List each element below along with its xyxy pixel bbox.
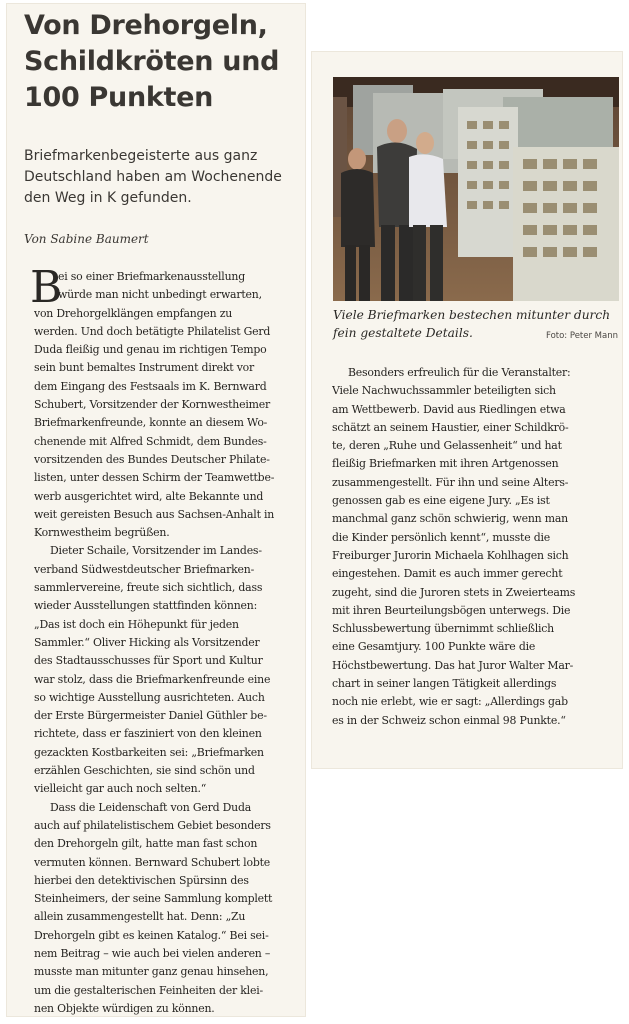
article-text-line: weit gereisten Besuch aus Sachsen-Anhalt in: [34, 507, 275, 521]
subheadline: [24, 146, 314, 209]
article-text-line: Drehorgeln gibt es keinen Katalog.“ Bei sei-: [34, 928, 269, 942]
article-text-line: den Drehorgeln gilt, hatte man fast schon: [34, 837, 258, 851]
article-text-line: eingestehen. Damit es auch immer gerecht: [332, 567, 563, 581]
article-text-line: manchmal ganz schön schwierig, wenn man: [332, 512, 568, 526]
article-text-line: würde man nicht unbedingt erwarten,: [58, 288, 262, 302]
article-text-line: dem Eingang des Festsaals im K. Bernward: [34, 379, 267, 393]
photo-credit: Foto: Peter Mann: [545, 331, 618, 341]
article-text-line: vermuten können. Bernward Schubert lobte: [34, 855, 271, 869]
article-text-line: sein bunt bemaltes Instrument direkt vor: [34, 361, 255, 375]
article-column-1: [34, 268, 306, 1018]
article-text-line: Steinheimers, der seine Sammlung komplett: [34, 892, 273, 906]
article-text-line: chart in seiner langen Tätigkeit allerdings: [332, 677, 557, 691]
article-text-line: richtete, dass er fasziniert von den kleinen: [34, 727, 262, 741]
article-text-line: eine Gesamtjury. 100 Punkte wäre die: [332, 640, 536, 654]
subheadline-line: den Weg in K gefunden.: [24, 190, 192, 206]
article-text-line: Viele Nachwuchssammler beteiligten sich: [332, 384, 556, 398]
subheadline-line: Briefmarkenbegeisterte aus ganz: [24, 148, 258, 164]
exhibition-photo: [333, 77, 619, 301]
article-text-line: Höchstbewertung. Das hat Juror Walter Mar-: [332, 658, 574, 672]
article-text-line: Briefmarkenfreunde, konnte an diesem Wo-: [34, 416, 268, 430]
article-text-line: es in der Schweiz schon einmal 98 Punkte.“: [332, 713, 566, 727]
caption-line: Viele Briefmarken bestechen mitunter durch: [333, 308, 611, 322]
article-text-line: wieder Ausstellungen stattfinden können:: [34, 599, 258, 613]
drop-cap: B: [30, 262, 63, 313]
article-text-line: Duda fleißig und genau im richtigen Tempo: [34, 343, 267, 357]
article-text-line: Schlussbewertung übernimmt schließlich: [332, 622, 554, 636]
article-text-line: werden. Und doch betätigte Philatelist Gerd: [34, 324, 271, 338]
article-text-line: sammlervereine, freute sich sichtlich, dass: [34, 581, 263, 595]
article-text-line: Dass die Leidenschaft von Gerd Duda: [50, 800, 252, 814]
article-text-line: noch nie erlebt, wie er sagt: „Allerdings gab: [332, 695, 568, 709]
article-text-line: erzählen Geschichten, sie sind schön und: [34, 764, 255, 778]
exhibition-photo-image: [333, 77, 619, 301]
article-column-2: [332, 364, 618, 730]
article-text-line: listen, unter dessen Schirm der Teamwettbe-: [34, 471, 275, 485]
caption-line: fein gestaltete Details.: [333, 326, 473, 340]
article-text-line: Besonders erfreulich für die Veranstalter:: [348, 366, 571, 379]
article-text-line: „Das ist doch ein Höhepunkt für jeden: [34, 617, 239, 631]
article-text-line: musste man mitunter ganz genau hinsehen,: [34, 965, 269, 979]
article-text-line: ei so einer Briefmarkenausstellung: [58, 270, 245, 283]
article-text-line: Sammler.“ Oliver Hicking als Vorsitzender: [34, 635, 260, 649]
article-text-line: genossen gab es eine eigene Jury. „Es ist: [332, 494, 550, 508]
article-text-line: der Erste Bürgermeister Daniel Güthler be-: [34, 709, 267, 723]
article-text-line: Freiburger Jurorin Michaela Kohlhagen sich: [332, 548, 569, 562]
subheadline-line: Deutschland haben am Wochenende: [24, 169, 282, 185]
article-text-line: war stolz, dass die Briefmarkenfreunde eine: [34, 672, 271, 686]
article-text-line: am Wettbewerb. David aus Riedlingen etwa: [332, 402, 566, 416]
article-text-line: vielleicht gar auch noch selten.“: [34, 782, 207, 796]
article-text-line: verband Südwestdeutscher Briefmarken-: [34, 562, 255, 576]
headline-line: Von Drehorgeln,: [24, 10, 268, 41]
article-text-line: werb ausgerichtet wird, alte Bekannte und: [34, 489, 264, 503]
article-text-line: des Stadtausschusses für Sport und Kultur: [34, 654, 263, 668]
article-text-line: die Kinder persönlich kennt“, musste die: [332, 530, 551, 544]
article-text-line: zusammengestellt. Für ihn und seine Alters-: [332, 475, 569, 489]
article-text-line: mit ihren Beurteilungsbögen unterwegs. Die: [332, 603, 571, 617]
headline-line: 100 Punkten: [24, 82, 214, 113]
article-text-line: Schubert, Vorsitzender der Kornwestheimer: [34, 398, 271, 412]
article-text-line: auch auf philatelistischem Gebiet besonders: [34, 818, 271, 832]
headline: [24, 8, 314, 116]
article-text-line: te, deren „Ruhe und Gelassenheit“ und hat: [332, 439, 562, 453]
article-text-line: zugeht, sind die Juroren stets in Zweierteams: [332, 585, 576, 599]
article-text-line: Kornwestheim begrüßen.: [34, 526, 170, 540]
article-text-line: chenende mit Alfred Schmidt, dem Bundes-: [34, 434, 267, 448]
headline-line: Schildkröten und: [24, 46, 280, 77]
article-text-line: gezackten Kostbarkeiten sei: „Briefmarken: [34, 745, 264, 759]
byline: Von Sabine Baumert: [24, 232, 149, 246]
article-text-line: nem Beitrag – wie auch bei vielen anderen –: [34, 946, 271, 960]
article-text-line: schätzt an seinem Haustier, einer Schildkrö-: [332, 420, 569, 434]
article-text-line: fleißig Briefmarken mit ihren Artgenossen: [332, 457, 559, 471]
article-text-line: so wichtige Ausstellung ausrichteten. Auch: [34, 690, 265, 704]
article-text-line: allein zusammengestellt hat. Denn: „Zu: [34, 910, 246, 924]
article-text-line: vorsitzenden des Bundes Deutscher Philate-: [34, 452, 270, 466]
article-text-line: nen Objekte würdigen zu können.: [34, 1001, 215, 1015]
article-text-line: Dieter Schaile, Vorsitzender im Landes-: [50, 544, 262, 558]
article-text-line: hierbei den detektivischen Spürsinn des: [34, 873, 249, 887]
article-text-line: um die gestalterischen Feinheiten der klei-: [34, 983, 263, 997]
article-text-line: von Drehorgelklängen empfangen zu: [34, 306, 233, 320]
